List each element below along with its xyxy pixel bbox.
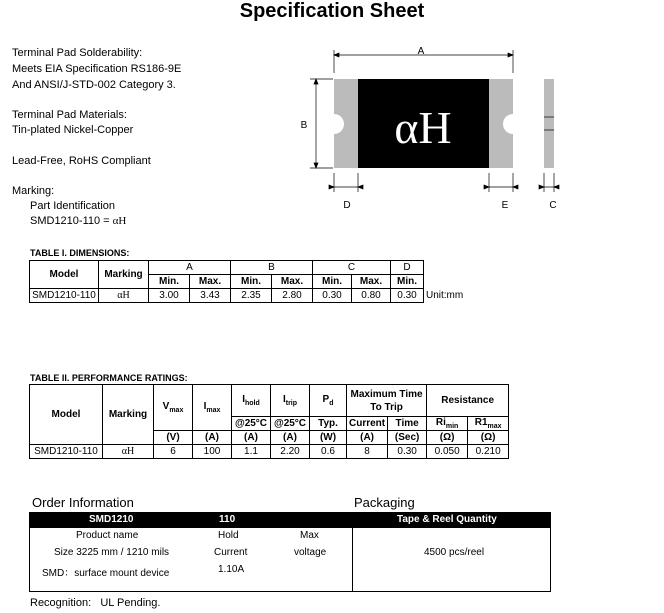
- order-header-bar: [29, 512, 551, 528]
- chip-mark: αH: [394, 102, 452, 153]
- order-cell: Hold: [218, 530, 239, 541]
- marking-part: [30, 215, 126, 227]
- order-head-series: SMD1210: [89, 514, 134, 525]
- marking-sub: Part Identification: [30, 200, 115, 212]
- table2-unit: (A): [193, 431, 232, 445]
- order-cell: SMD：surface mount device: [42, 568, 170, 579]
- table1-cell: 0.30: [313, 289, 352, 303]
- label-a: A: [417, 46, 425, 57]
- table1-group-d: D: [391, 261, 424, 275]
- table1-min: Min.: [313, 275, 352, 289]
- table2-cell: 2.20: [271, 445, 310, 459]
- table2-caption: TABLE II. PERFORMANCE RATINGS:: [30, 373, 188, 383]
- materials-value: Tin-plated Nickel-Copper: [12, 124, 134, 136]
- table-row: [30, 289, 466, 303]
- table2-ihold: $I_{hold}$: [232, 385, 271, 417]
- table2-maxtime: Maximum Time To Trip: [347, 385, 427, 417]
- table2-unit: (Ω): [427, 431, 468, 445]
- order-cell: 1.10A: [218, 564, 245, 575]
- table2-itrip: $I_{trip}$: [271, 385, 310, 417]
- order-body: [29, 528, 551, 592]
- table2-unit: (Ω): [468, 431, 509, 445]
- marking-heading: Marking:: [12, 185, 55, 197]
- leadfree-text: Lead-Free, RoHS Compliant: [12, 155, 151, 167]
- order-cell: Size 3225 mm / 1210 mils: [54, 547, 170, 558]
- table1-col-model: Model: [30, 261, 99, 289]
- table2-col-marking: Marking: [103, 385, 154, 445]
- table2-cell: 100: [193, 445, 232, 459]
- table2-model: SMD1210-110: [30, 445, 103, 459]
- solderability-heading: Terminal Pad Solderability:: [12, 47, 143, 59]
- performance-table: [29, 384, 509, 459]
- table1-cell: 3.43: [190, 289, 231, 303]
- page-title: Specification Sheet: [239, 0, 425, 22]
- label-d: D: [343, 200, 351, 211]
- table1-cell: 2.80: [272, 289, 313, 303]
- table2-current: Current: [347, 417, 388, 431]
- table2-cell: 8: [347, 445, 388, 459]
- table2-unit: (A): [232, 431, 271, 445]
- order-quantity: 4500 pcs/reel: [424, 547, 485, 558]
- table1-group-b: B: [231, 261, 313, 275]
- table2-cell: 1.1: [232, 445, 271, 459]
- list-item: [30, 545, 550, 562]
- table2-marking: αH: [103, 445, 154, 459]
- dimensions-table: [29, 260, 466, 303]
- table1-cell: 0.80: [352, 289, 391, 303]
- table1-group-c: C: [313, 261, 391, 275]
- label-c: C: [549, 200, 557, 211]
- materials-heading: Terminal Pad Materials:: [12, 109, 127, 121]
- table2-time: Time: [388, 417, 427, 431]
- table2-cell: 0.050: [427, 445, 468, 459]
- order-cell: Current: [214, 547, 248, 558]
- table1-cell: 0.30: [391, 289, 424, 303]
- right-terminal: [489, 79, 513, 168]
- order-cell: Max: [300, 530, 319, 541]
- order-head-packaging: Tape & Reel Quantity: [397, 514, 497, 525]
- recognition-text: Recognition: UL Pending.: [30, 597, 161, 609]
- table2-unit: (W): [310, 431, 347, 445]
- table1-unit: Unit:mm: [426, 290, 464, 301]
- left-terminal: [334, 79, 358, 168]
- table1-max: Max.: [352, 275, 391, 289]
- table2-ihold-cond: @25°C: [232, 417, 271, 431]
- table1-min: Min.: [149, 275, 190, 289]
- table2-cell: 0.210: [468, 445, 509, 459]
- table1-max: Max.: [272, 275, 313, 289]
- table2-itrip-cond: @25°C: [271, 417, 310, 431]
- table1-caption: TABLE I. DIMENSIONS:: [30, 248, 130, 258]
- table1-col-marking: Marking: [99, 261, 149, 289]
- packaging-heading: Packaging: [354, 495, 415, 510]
- table2-pd-typ: Typ.: [310, 417, 347, 431]
- table1-max: Max.: [190, 275, 231, 289]
- label-e: E: [501, 200, 509, 211]
- table2-cell: 0.6: [310, 445, 347, 459]
- table1-marking: αH: [99, 289, 149, 303]
- table-row: [30, 445, 509, 459]
- table2-unit: (Sec): [388, 431, 427, 445]
- table2-r1max: $R1_{max}$: [468, 417, 509, 431]
- table2-imax: $I_{max}$: [193, 385, 232, 431]
- chip-diagram: [300, 40, 570, 220]
- list-item: [30, 562, 550, 579]
- solderability-ansi: And ANSI/J-STD-002 Category 3.: [12, 79, 176, 91]
- table1-cell: 2.35: [231, 289, 272, 303]
- order-heading: Order Information: [32, 495, 134, 510]
- table1-group-a: A: [149, 261, 231, 275]
- list-item: [30, 528, 550, 545]
- table2-cell: 0.30: [388, 445, 427, 459]
- order-cell: Product name: [76, 530, 139, 541]
- order-table: [29, 512, 551, 592]
- table2-cell: 6: [154, 445, 193, 459]
- table2-unit: (V): [154, 431, 193, 445]
- order-head-code: 110: [219, 514, 236, 525]
- side-view: [544, 79, 554, 168]
- marking-mark: αH: [112, 215, 127, 227]
- table2-unit: (A): [347, 431, 388, 445]
- table2-pd: $P_d$: [310, 385, 347, 417]
- table2-rimin: $Ri_{min}$: [427, 417, 468, 431]
- table2-resistance: Resistance: [427, 385, 509, 417]
- marking-part-text: SMD1210-110 =: [30, 215, 110, 227]
- table1-model: SMD1210-110: [30, 289, 99, 303]
- table1-min: Min.: [391, 275, 424, 289]
- table1-min: Min.: [231, 275, 272, 289]
- table2-vmax: $V_{max}$: [154, 385, 193, 431]
- label-b: B: [300, 120, 308, 131]
- solderability-spec: Meets EIA Specification RS186-9E: [12, 63, 182, 75]
- table2-col-model: Model: [30, 385, 103, 445]
- order-cell: voltage: [294, 547, 327, 558]
- table1-cell: 3.00: [149, 289, 190, 303]
- table2-unit: (A): [271, 431, 310, 445]
